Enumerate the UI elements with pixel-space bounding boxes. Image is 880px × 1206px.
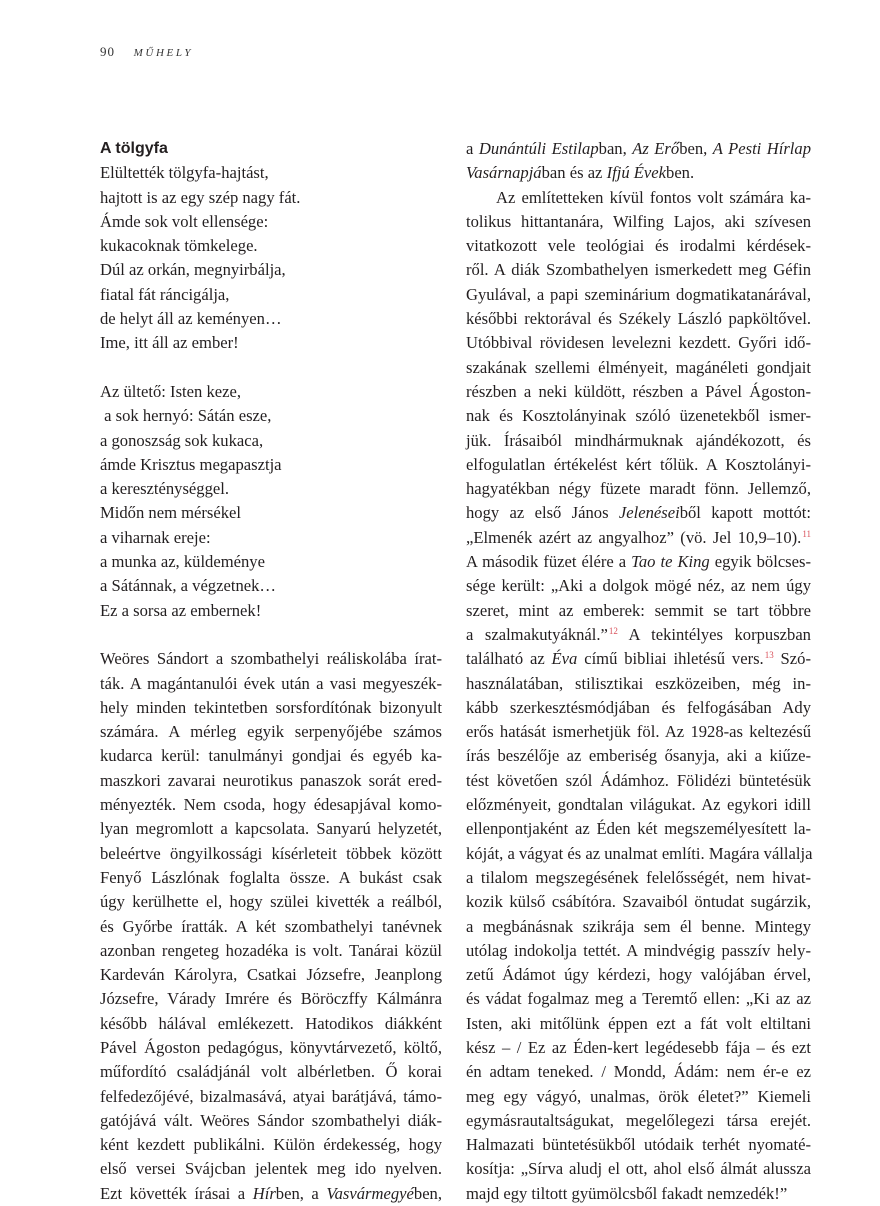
text-line <box>466 647 811 671</box>
italic-title: Vasvármegyé <box>326 1183 414 1203</box>
text-run: ban és az <box>541 163 607 183</box>
poem-line: Midőn nem mérsékel <box>100 503 242 523</box>
text-line: Kardeván Károlyra, Csatkai Józsefre, Jeanplong <box>100 965 442 985</box>
poem-line: fiatal fát ráncigálja, <box>100 284 230 304</box>
text-line: hely minden tekintetben sorsfordítónak bizonyult <box>100 697 442 717</box>
italic-title: Jelenései <box>618 503 680 523</box>
poem-line: a sok hernyó: Sátán esze, <box>100 406 272 426</box>
right-body-text <box>466 137 811 1206</box>
text-line: későbbi rektorával és Székely László papköltővel. <box>466 309 811 329</box>
poem-line: hajtott is az egy szép nagy fát. <box>100 187 301 207</box>
text-line: tést követően szól Ádámhoz. Fölidézi büntetésük <box>466 770 811 790</box>
text-line: Halmazati büntetésükből utódaik terhét nyomaté- <box>466 1135 811 1155</box>
text-line: nak és Kosztolányinak szóló üzenetekből ismer- <box>466 406 811 426</box>
text-line <box>466 526 811 550</box>
text-run: a <box>466 139 479 158</box>
text-line: később hálával emlékezett. Hatodikos diákként <box>100 1013 442 1033</box>
text-line: kudarca kerül: tanulmányi gondjai és egyéb ka- <box>100 746 442 766</box>
footnote-marker[interactable]: 11 <box>802 528 811 539</box>
poem-line: kukacoknak tömkelege. <box>100 236 258 256</box>
text-line: kosítja: „Sírva aludj el ott, ahol első álmát alussza <box>466 1159 811 1179</box>
poem-line: Ez a sorsa az embernek! <box>100 600 262 620</box>
italic-title: Tao te King <box>631 552 710 572</box>
text-run: ban, <box>598 139 633 158</box>
right-column <box>466 137 811 1206</box>
text-line: kozik külső csábítóra. Szavaiból öntudat sugárzik, <box>466 892 811 912</box>
poem-line: Dúl az orkán, megnyirbálja, <box>100 260 286 280</box>
text-line: Pável Ágoston pedagógus, könyvtárvezető, költő, <box>100 1037 442 1057</box>
text-line: vitatkozott vele teológiai és irodalmi kérdések- <box>466 236 811 256</box>
italic-title: Dunántúli Estilap <box>478 139 599 158</box>
italic-title: A Pesti Hírlap <box>712 139 812 158</box>
text-line <box>466 137 811 161</box>
running-head <box>100 44 193 60</box>
poem <box>100 161 442 623</box>
text-line: szakának szellemi élményeit, magánéleti gondjait <box>466 357 811 377</box>
text-line: kább szerkesztésmódjában és felfogásában Ady <box>466 697 811 717</box>
text-line <box>466 161 811 185</box>
text-line: maszkori zavarai neurotikus panaszok sorát ered- <box>100 770 442 790</box>
text-run: hogy az első János <box>466 503 619 523</box>
text-line: Az említetteken kívül fontos volt számára ka- <box>496 187 811 207</box>
text-line: Józsefre, Várady Imrére és Böröczffy Kálmánra <box>100 989 442 1009</box>
text-line: Fenyő Lászlónak foglalta össze. A bukást csak <box>100 867 442 887</box>
italic-title: Az Erő <box>632 139 680 158</box>
text-line: Weöres Sándort a szombathelyi reáliskolába írat- <box>100 649 442 669</box>
poem-line: Ime, itt áll az ember! <box>100 333 239 353</box>
text-line: azonban rengeteg hozadéka is volt. Tanárai közül <box>100 940 442 960</box>
text-line: majd egy tiltott gyümölcsből fakadt nemzedék!” <box>466 1183 788 1203</box>
text-line: és vádat fogalmaz meg a Teremtő ellen: „Ki az az <box>466 989 811 1009</box>
text-line: lyan megromlott a kapcsolata. Sanyarú helyzetét, <box>100 819 442 839</box>
text-line: ellenpontjaként az Éden két megszemélyesített la- <box>466 819 811 839</box>
text-run: ben, <box>679 139 713 158</box>
left-body-text <box>100 647 442 1206</box>
text-line: elfogulatlan értékelést kért tőlük. A Kosztolányi- <box>466 454 811 474</box>
text-run: ből kapott mottót: <box>679 503 812 523</box>
poem-line: de helyt áll az keményen… <box>100 309 282 329</box>
poem-stanza <box>100 161 442 355</box>
italic-title: Ifjú Évek <box>606 163 667 183</box>
text-line: jük. Írásaiból mindhármuknak ajándékozott, és <box>466 430 811 450</box>
text-run: A tekintélyes korpuszban <box>617 624 811 644</box>
text-line: Gyulával, a papi szeminárium dogmatikatanárával, <box>466 284 811 304</box>
text-line: kész – / Ez az Éden-kert legédesebb fája – és ezt <box>466 1037 811 1057</box>
text-line: szeret, mint az emberek: semmit se tart többre <box>466 600 811 620</box>
text-run: ben, <box>413 1183 442 1203</box>
poem-title: A tölgyfa <box>100 140 168 157</box>
text-line: ták. A magántanulói évek után a vasi megyeszék- <box>100 673 442 693</box>
text-line: a tilalom megszegésének felelősségét, nem hivat- <box>466 867 811 887</box>
italic-title: Hír <box>252 1183 276 1203</box>
text-line: a megbánásnak szikrája sem él benne. Mintegy <box>466 916 811 936</box>
text-line: utólag indokolja tettét. A mindvégig passzív hely- <box>466 940 811 960</box>
text-line <box>100 1182 442 1206</box>
text-line: egymásrautaltságukat, megelőlegezi társa erejét. <box>466 1110 811 1130</box>
poem-line: a gonoszság sok kukaca, <box>100 430 264 450</box>
text-line: zetű Ádámot úgy kérdezi, hogy valójában érvel, <box>466 965 811 985</box>
text-run: című bibliai ihletésű vers. <box>577 649 764 669</box>
text-line: Isten, aki mitőlünk éppen ezt a fát volt eltiltani <box>466 1013 811 1033</box>
poem-line: ámde Krisztus megapasztja <box>100 454 282 474</box>
text-line: írás beszélője az emberiség ősanyja, aki a kiűze- <box>466 746 811 766</box>
text-run: „Elmenék azért az angyalhoz” (vö. Jel 10,9–10). <box>466 527 802 547</box>
text-line: úgy kerülhette el, hogy szülei kivették a reálból, <box>100 892 442 912</box>
text-line: használatában, stilisztikai eszközeiben, még in- <box>466 673 811 693</box>
text-line <box>466 550 811 574</box>
poem-line: a kereszténységgel. <box>100 479 229 499</box>
text-line: ről. A diák Szombathelyen ismerkedett meg Géfin <box>466 260 811 280</box>
text-run: Szó- <box>773 649 811 669</box>
footnote-marker[interactable]: 13 <box>764 650 774 661</box>
page-number: 90 <box>100 44 115 59</box>
text-line: én adtam teneked. / Mondd, Ádám: nem ér-e ez <box>466 1062 811 1082</box>
text-line: gatójává vált. Weöres Sándor szombathelyi diák- <box>100 1110 442 1130</box>
text-line: meg egy vágyó, unalmas, örök életet?” Kiemeli <box>466 1086 811 1106</box>
text-line: ményezték. Nem csoda, hogy édesapjával komo- <box>100 795 442 815</box>
text-line: kóját, a vágyat és az unalmat említi. Magára vállalja <box>466 843 813 863</box>
text-line: tolikus hittantanára, Wilfing Lajos, aki szívesen <box>466 211 811 231</box>
text-run: ben. <box>666 163 695 183</box>
text-run: a szalmakutyáknál.” <box>466 624 608 644</box>
text-line: ként kezdett publikálni. Külön érdekesség, hogy <box>100 1135 442 1155</box>
text-run: A második füzet élére a <box>466 552 632 572</box>
text-line: első versei Svájcban jelentek meg ido nyelven. <box>100 1159 442 1179</box>
poem-line: Ámde sok volt ellensége: <box>100 211 269 231</box>
poem-line: a munka az, küldeménye <box>100 552 265 572</box>
poem-stanza <box>100 380 442 623</box>
poem-line: Elültették tölgyfa-hajtást, <box>100 163 269 183</box>
text-line: számára. A mérleg egyik serpenyőjébe számos <box>100 722 442 742</box>
left-column <box>100 137 442 1206</box>
text-line: erős hatását ismerhetjük föl. Az 1928-as keltezésű <box>466 722 811 742</box>
text-line <box>466 623 811 647</box>
text-line: részben a neki küldött, részben a Pável Ágoston- <box>466 381 811 401</box>
italic-title: Éva <box>551 649 578 669</box>
poem-line: a Sátánnak, a végzetnek… <box>100 576 277 596</box>
text-line: Utóbbival rövidesen levelezni kezdett. Győri idő- <box>466 333 811 353</box>
text-run: egyik bölcses- <box>709 552 811 572</box>
text-line: előzményeit, gondtalan világukat. Az egykori idill <box>466 795 811 815</box>
footnote-marker[interactable]: 12 <box>608 625 618 636</box>
text-line: műfordító családjánál volt albérletben. Ő korai <box>100 1062 442 1082</box>
text-run: ben, a <box>275 1183 327 1203</box>
poem-line: Az ültető: Isten keze, <box>100 381 241 401</box>
text-line: sége került: „Aki a dolgok mögé néz, az nem úgy <box>466 576 811 596</box>
text-line: és Győrbe íratták. A két szombathelyi tanévnek <box>100 916 442 936</box>
text-line: hagyatékban négy füzete maradt fönn. Jellemző, <box>466 479 811 499</box>
section-title: MŰHELY <box>133 47 194 59</box>
text-line: beleértve öngyilkossági kísérleteit többek között <box>100 843 442 863</box>
text-run: Ezt követték írásai a <box>100 1183 253 1203</box>
text-line <box>466 501 811 525</box>
text-line: felfedezőjévé, bizalmasává, atyai barátjává, támo- <box>100 1086 442 1106</box>
italic-title: Vasárnapjá <box>466 163 542 183</box>
text-run: található az <box>466 649 552 669</box>
poem-line: a viharnak ereje: <box>100 527 211 547</box>
